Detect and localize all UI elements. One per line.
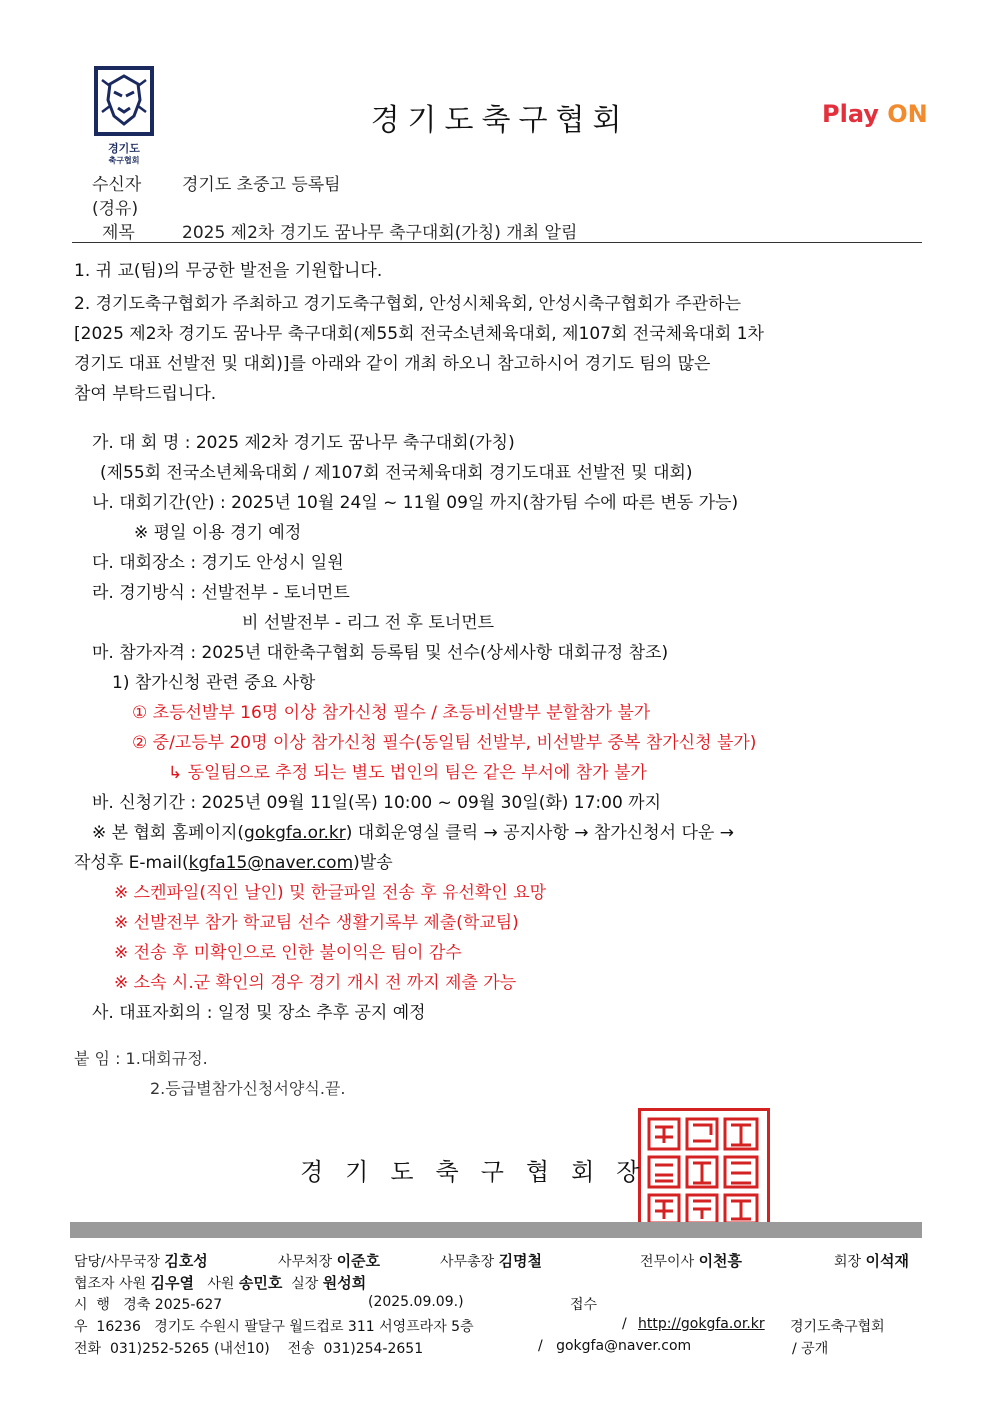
paragraph-1: 1. 귀 교(팀)의 무궁한 발전을 기원합니다.	[74, 261, 383, 281]
recipient-label: 수신자	[92, 175, 142, 195]
attachment-2: 2.등급별참가신청서양식.끝.	[150, 1079, 346, 1098]
item-ma: 마. 참가자격 : 2025년 대한축구협회 등록팀 및 선수(상세사항 대회규정 참조)	[92, 643, 669, 663]
approver-4	[640, 1250, 742, 1271]
item-ma-1: 1) 참가신청 관련 중요 사항	[112, 673, 316, 693]
item-ba-note-2	[74, 848, 393, 873]
item-da: 다. 대회장소 : 경기도 안성시 일원	[92, 553, 344, 573]
footer-org-name: 경기도축구협회	[790, 1319, 885, 1335]
homepage-link[interactable]: gokgfa.or.kr	[244, 823, 346, 843]
coop-label-2: 사원	[207, 1276, 235, 1292]
item-ga-sub: (제55회 전국소년체육대회 / 제107회 전국체육대회 경기도대표 선발전 및 대회)	[100, 463, 693, 483]
footer-row-approvers	[74, 1250, 208, 1271]
item-ra-2: 비 선발전부 - 리그 전 후 토너먼트	[242, 613, 495, 633]
coop-label: 협조자 사원	[74, 1276, 147, 1292]
item-ba-rule-3: ※ 전송 후 미확인으로 인한 불이익은 팀이 감수	[114, 943, 462, 963]
playon-text-on: ON	[887, 100, 928, 128]
approver-5-name: 이석재	[865, 1252, 909, 1270]
approver-1-name: 김호성	[164, 1252, 208, 1270]
approver-2-name: 이준호	[336, 1252, 381, 1270]
paragraph-2-line2: [2025 제2차 경기도 꿈나무 축구대회(제55회 전국소년체육대회, 제107회 전국체육대회 1차	[74, 324, 764, 344]
recipient-value: 경기도 초중고 등록팀	[182, 175, 341, 195]
subject-label: 제목	[102, 223, 135, 243]
approver-2	[278, 1250, 380, 1271]
header-divider	[72, 242, 922, 243]
item-ba-rule-1: ※ 스켄파일(직인 날인) 및 한글파일 전송 후 유선확인 요망	[114, 883, 547, 903]
approver-5-label: 회장	[834, 1254, 862, 1270]
approver-2-label: 사무처장	[278, 1254, 333, 1270]
footer-disclosure: / 공개	[792, 1341, 829, 1357]
footer-doc-number: 시 행 경축 2025-627	[74, 1297, 223, 1313]
item-ra: 라. 경기방식 : 선발전부 - 토너먼트	[92, 583, 350, 603]
footer-website-link[interactable]: http://gokgfa.or.kr	[638, 1316, 765, 1332]
item-ma-rule-3: ↳ 동일팀으로 추정 되는 별도 법인의 팀은 같은 부서에 참가 불가	[168, 763, 647, 783]
item-na: 나. 대회기간(안) : 2025년 10월 24일 ~ 11월 09일 까지(참가팀 수에 따른 변동 가능)	[92, 493, 739, 513]
paragraph-2-line3: 경기도 대표 선발전 및 대회)]를 아래와 같이 개최 하오니 참고하시어 경기도 팀의 많은	[74, 354, 711, 374]
item-sa: 사. 대표자회의 : 일정 및 장소 추후 공지 예정	[92, 1003, 426, 1023]
footer-receipt: 접수	[570, 1297, 598, 1313]
footer-sep: /	[622, 1316, 627, 1332]
approver-1-label: 담당/사무국장	[74, 1254, 160, 1270]
footer-email: / gokgfa@naver.com	[538, 1338, 692, 1354]
approver-5	[834, 1250, 909, 1271]
footer-row-cooperators	[74, 1272, 366, 1293]
item-ba-rule-2: ※ 선발전부 참가 학교팀 선수 생활기록부 제출(학교팀)	[114, 913, 519, 933]
coop-name-1: 김우열	[150, 1274, 195, 1292]
footer-address: 우 16236 경기도 수원시 팔달구 월드컵로 311 서영프라자 5층	[74, 1319, 474, 1335]
sender-signature: 경기도축구협회장	[300, 1158, 662, 1186]
item-ma-rule-2: ② 중/고등부 20명 이상 참가신청 필수(동일팀 선발부, 비선발부 중복 참가신청 불가)	[132, 733, 757, 753]
item-ba-rule-4: ※ 소속 시.군 확인의 경우 경기 개시 전 까지 제출 가능	[114, 973, 517, 993]
footer-doc-date: (2025.09.09.)	[368, 1294, 464, 1310]
ba-note2-prefix: 작성후 E-mail(	[74, 853, 189, 873]
via-label: (경유)	[92, 199, 139, 219]
approver-4-label: 전무이사	[640, 1254, 695, 1270]
approver-3-name: 김명철	[498, 1252, 543, 1270]
coop-name-2: 송민호	[238, 1274, 283, 1292]
ba-note-prefix: ※ 본 협회 홈페이지(	[92, 823, 245, 843]
approver-3-label: 사무총장	[440, 1254, 495, 1270]
paragraph-2-line4: 참여 부탁드립니다.	[74, 384, 217, 404]
playon-logo	[822, 100, 928, 128]
org-title: 경기도축구협회	[370, 103, 630, 138]
email-link[interactable]: kgfa15@naver.com	[188, 853, 354, 873]
item-ma-rule-1: ① 초등선발부 16명 이상 참가신청 필수 / 초등비선발부 분할참가 불가	[132, 703, 651, 723]
approver-4-name: 이천흥	[698, 1252, 743, 1270]
subject-value: 2025 제2차 경기도 꿈나무 축구대회(가칭) 개최 알림	[182, 223, 578, 243]
ba-note-suffix: ) 대회운영실 클릭 → 공지사항 → 참가신청서 다운 →	[345, 823, 734, 843]
playon-text-play: Play	[822, 100, 879, 128]
item-ba: 바. 신청기간 : 2025년 09월 11일(목) 10:00 ~ 09월 30일(화) 17:00 까지	[92, 793, 662, 813]
approver-3	[440, 1250, 542, 1271]
coop-label-3: 실장	[291, 1276, 319, 1292]
coop-name-3: 원성희	[322, 1274, 367, 1292]
attachment-1: 붙 임 : 1.대회규정.	[74, 1049, 208, 1068]
ba-note2-suffix: )발송	[353, 853, 393, 873]
item-na-note: ※ 평일 이용 경기 예정	[134, 523, 302, 543]
logo-text-line1: 경기도	[108, 142, 140, 155]
item-ga: 가. 대 회 명 : 2025 제2차 경기도 꿈나무 축구대회(가칭)	[92, 433, 515, 453]
footer-bar	[70, 1222, 922, 1238]
item-ba-note	[92, 818, 734, 843]
logo-text-line2: 축구협회	[108, 156, 140, 165]
paragraph-2-line1: 2. 경기도축구협회가 주최하고 경기도축구협회, 안성시체육회, 안성시축구협회가 주관하는	[74, 294, 742, 314]
footer-phone-fax: 전화 031)252-5265 (내선10) 전송 031)254-2651	[74, 1341, 424, 1357]
